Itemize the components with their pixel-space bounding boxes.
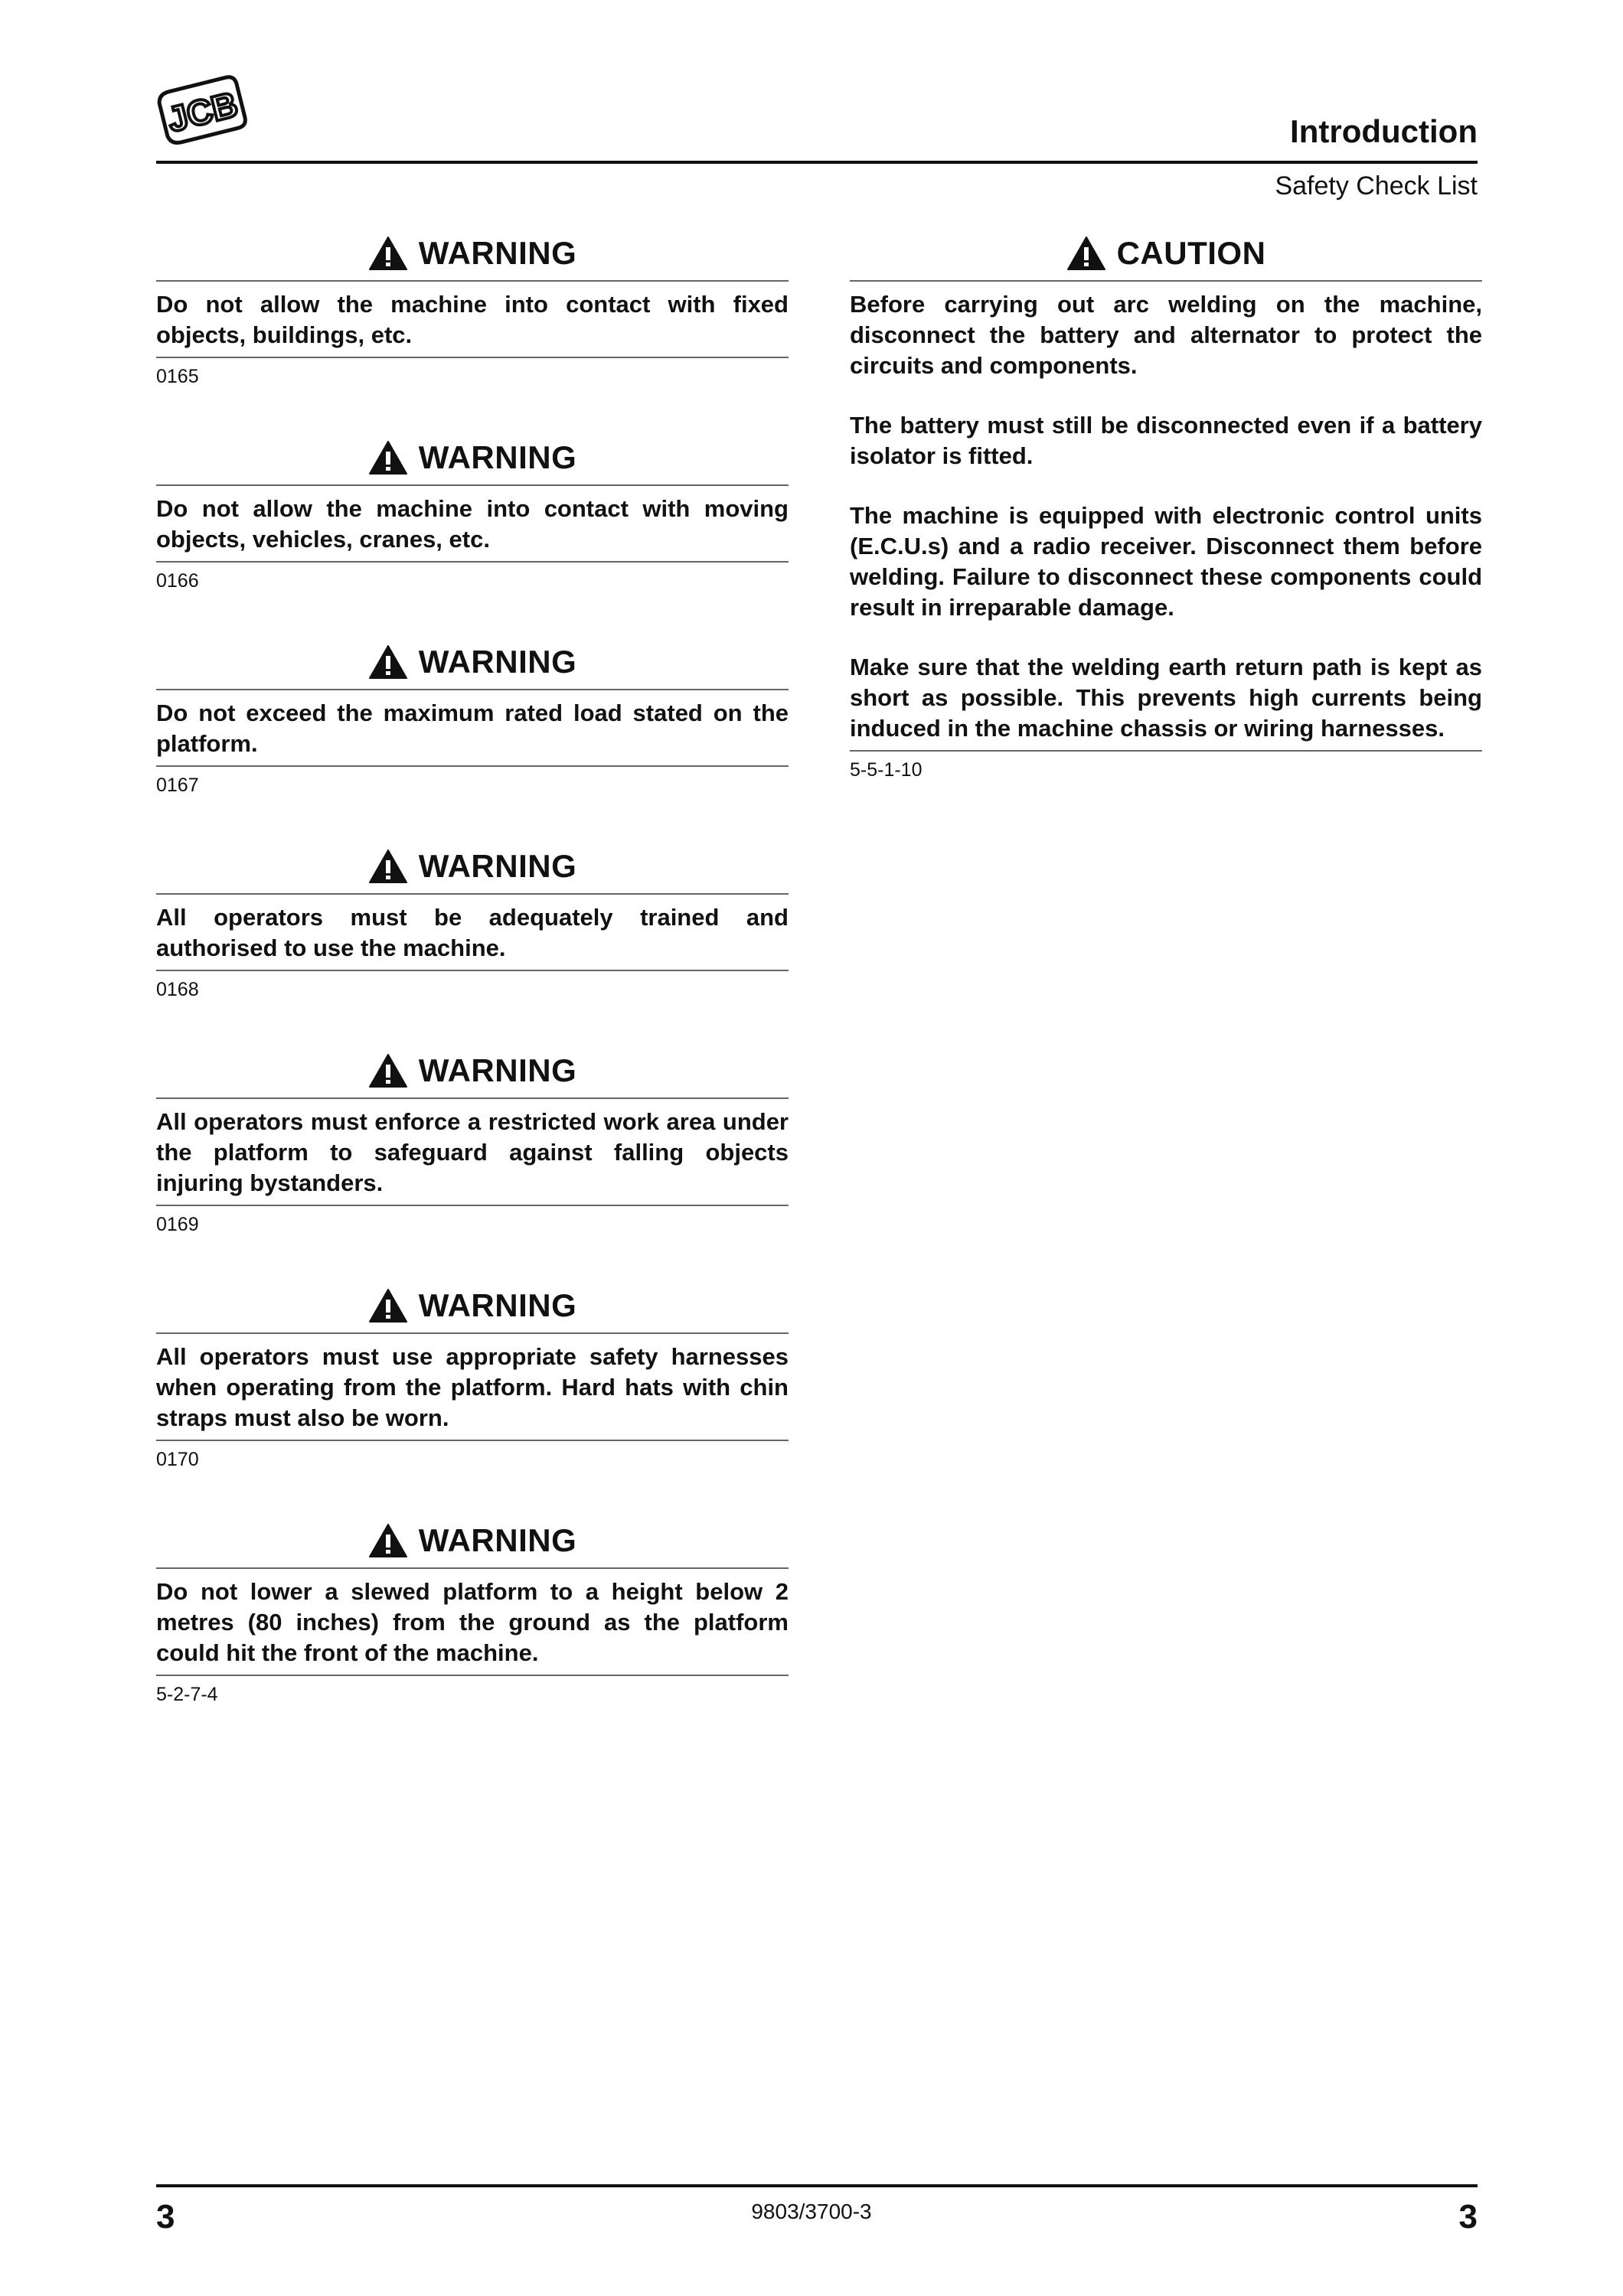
notice-reference-code: 0166 <box>156 570 199 592</box>
page-number-right: 3 <box>1458 2198 1478 2236</box>
notice-heading <box>156 431 789 484</box>
footer-rule <box>156 2184 1478 2187</box>
notice-reference-code: 0169 <box>156 1214 199 1235</box>
notice-bottom-rule <box>156 1440 789 1441</box>
notice-text: Do not exceed the maximum rated load stated on the platform. <box>156 700 789 757</box>
notice-bottom-rule <box>156 1675 789 1676</box>
notice-body <box>156 1334 789 1440</box>
notice-label: WARNING <box>418 235 577 271</box>
warning-notice <box>156 840 789 1001</box>
notice-heading <box>156 1514 789 1567</box>
notice-heading <box>156 635 789 689</box>
page-title: Introduction <box>1290 113 1478 149</box>
notice-text: All operators must use appropriate safety harnesses when operating from the platform. Hard hats with chin straps must also be worn. <box>156 1343 789 1431</box>
left-column <box>156 227 789 1749</box>
warning-notice <box>156 635 789 797</box>
jcb-logo <box>156 70 248 150</box>
notice-text: Before carrying out arc welding on the machine, disconnect the battery and alternator to protect the circuits and components. <box>850 291 1482 379</box>
notice-label: WARNING <box>418 439 577 475</box>
notice-heading <box>850 227 1482 280</box>
warning-triangle-icon <box>1066 236 1106 271</box>
notice-label: WARNING <box>418 644 577 680</box>
notice-body <box>156 895 789 970</box>
notice-text: Make sure that the welding earth return path is kept as short as possible. This prevents high currents being induced in the machine chassis or wiring harnesses. <box>850 654 1482 742</box>
document-number: 9803/3700-3 <box>751 2200 872 2223</box>
warning-triangle-icon <box>368 849 408 884</box>
warning-triangle-icon <box>368 644 408 680</box>
notice-label: WARNING <box>418 1522 577 1558</box>
warning-triangle-icon <box>368 1523 408 1558</box>
notice-label: WARNING <box>418 1052 577 1088</box>
notice-reference-code: 0167 <box>156 775 199 796</box>
notice-heading <box>156 227 789 280</box>
notice-bottom-rule <box>156 357 789 358</box>
notice-body <box>156 1569 789 1675</box>
notice-text: Do not lower a slewed platform to a height below 2 metres (80 inches) from the ground as the platform could hit the front of the machine. <box>156 1578 789 1666</box>
warning-notice <box>156 1044 789 1236</box>
notice-reference-code: 5-5-1-10 <box>850 759 923 781</box>
notice-body <box>156 282 789 357</box>
caution-notice <box>850 227 1482 781</box>
notice-text: All operators must enforce a restricted work area under the platform to safeguard against falling objects injuring bystanders. <box>156 1108 789 1196</box>
warning-notice <box>156 1279 789 1471</box>
notice-body <box>156 486 789 561</box>
notice-reference-code: 5-2-7-4 <box>156 1684 218 1705</box>
right-column <box>850 227 1482 824</box>
notice-label: WARNING <box>418 848 577 884</box>
warning-triangle-icon <box>368 1053 408 1088</box>
notice-text: The battery must still be disconnected even if a battery isolator is fitted. <box>850 412 1482 469</box>
warning-triangle-icon <box>368 1288 408 1323</box>
notice-bottom-rule <box>850 750 1482 752</box>
notice-label: WARNING <box>418 1287 577 1323</box>
notice-body <box>156 1099 789 1205</box>
notice-heading <box>156 1044 789 1097</box>
header-rule <box>156 161 1478 164</box>
warning-triangle-icon <box>368 236 408 271</box>
notice-body <box>156 690 789 765</box>
svg-text:JCB: JCB <box>163 83 242 140</box>
notice-reference-code: 0165 <box>156 366 199 387</box>
notice-text: The machine is equipped with electronic control units (E.C.U.s) and a radio receiver. Disconnect them before welding. Failure to disconnect these components could result in irreparable damage. <box>850 502 1482 621</box>
page-subtitle: Safety Check List <box>1275 171 1478 201</box>
notice-text: All operators must be adequately trained and authorised to use the machine. <box>156 904 789 961</box>
notice-label: CAUTION <box>1116 235 1266 271</box>
notice-bottom-rule <box>156 765 789 767</box>
notice-heading <box>156 1279 789 1332</box>
page-number-left: 3 <box>156 2198 175 2236</box>
notice-text: Do not allow the machine into contact with moving objects, vehicles, cranes, etc. <box>156 495 789 553</box>
warning-notice <box>156 431 789 592</box>
notice-bottom-rule <box>156 970 789 971</box>
warning-triangle-icon <box>368 440 408 475</box>
warning-notice <box>156 227 789 388</box>
notice-body <box>850 282 1482 750</box>
notice-bottom-rule <box>156 1205 789 1206</box>
warning-notice <box>156 1514 789 1706</box>
notice-text: Do not allow the machine into contact with fixed objects, buildings, etc. <box>156 291 789 348</box>
notice-heading <box>156 840 789 893</box>
notice-bottom-rule <box>156 561 789 563</box>
notice-reference-code: 0168 <box>156 979 199 1000</box>
notice-reference-code: 0170 <box>156 1449 199 1470</box>
